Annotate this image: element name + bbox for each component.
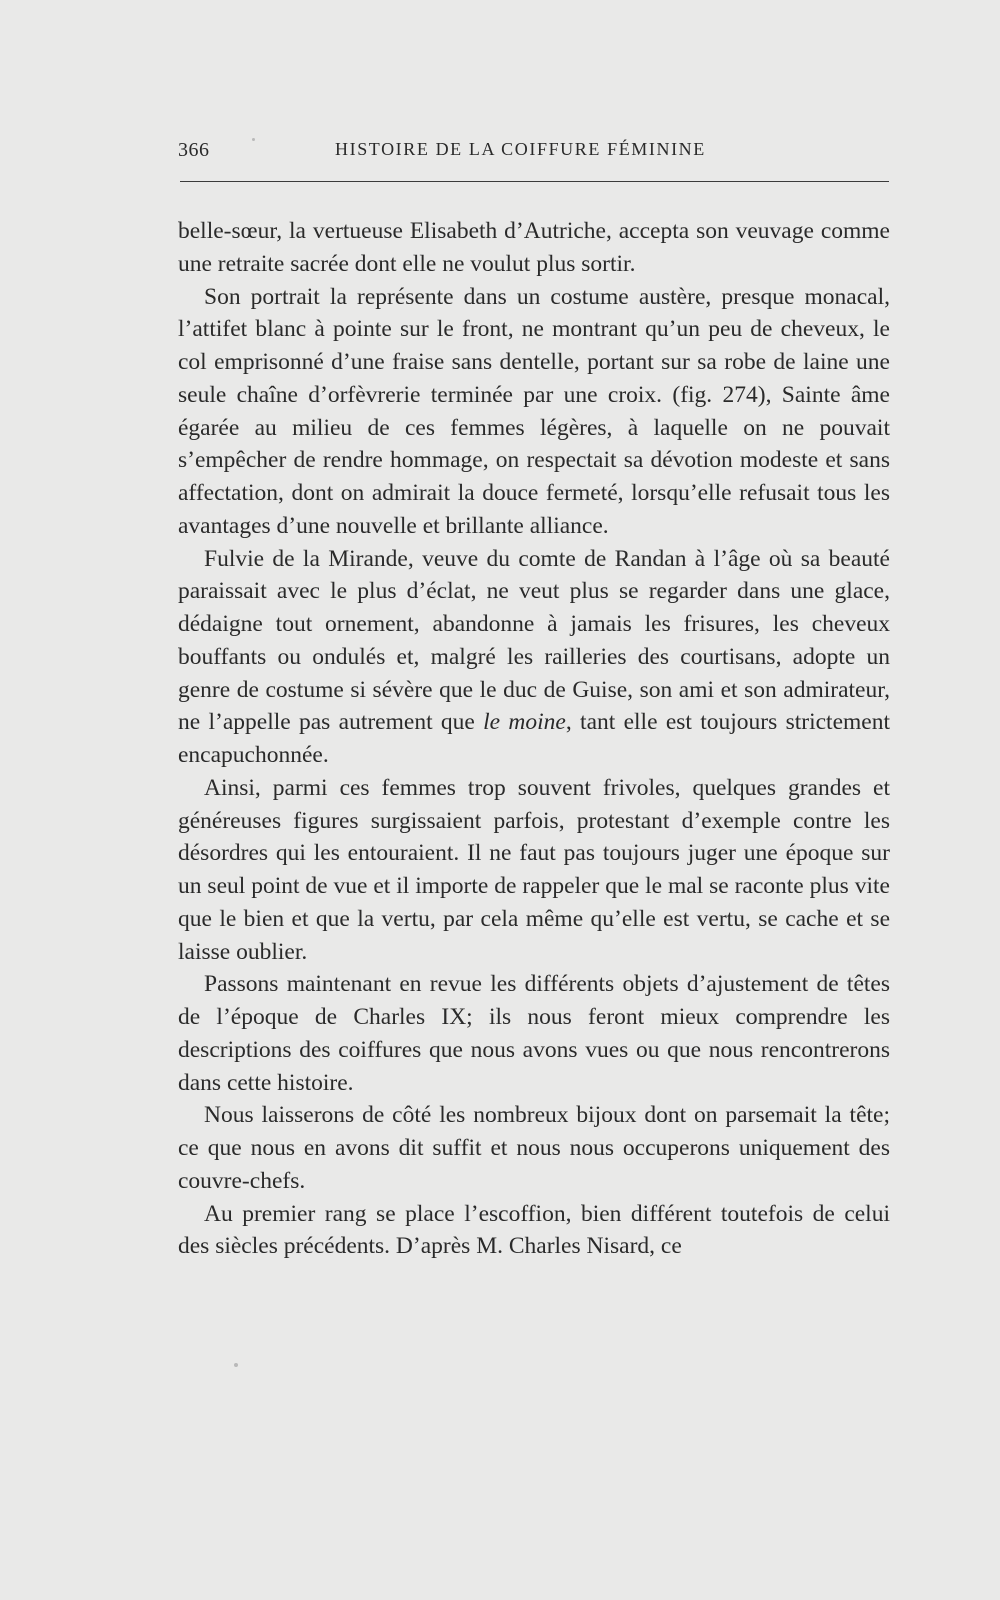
paragraph-3-text-start: Fulvie de la Mirande, veuve du comte de Randan à l’âge où sa beauté paraissait avec le plus d’éclat, ne veut plus se regarder dans une glace, dédaigne tout ornement, abandonne à jamais les frisures, les cheveux bouffants ou ondulés et, malgré les railleries des courtisans, adopte un genre de costume si sévère que le duc de Guise, son ami et son admirateur, ne l’appelle pas autrement que (178, 545, 890, 736)
paragraph-6: Nous laisserons de côté les nombreux bijoux dont on parsemait la tête; ce que nous en avons dit suffit et nous nous occuperons uniquement des couvre-chefs. (178, 1102, 890, 1194)
page-number: 366 (178, 139, 210, 161)
paper-speck (234, 1363, 238, 1367)
paragraph-1: belle-sœur, la vertueuse Elisabeth d’Autriche, accepta son veuvage comme une retraite sacrée dont elle ne voulut plus sortir. (178, 218, 890, 277)
italic-phrase: le moine (483, 709, 566, 736)
paragraph-3-text-end: , tant elle est toujours strictement encapuchonnée. (178, 709, 890, 768)
header-rule (180, 181, 889, 182)
running-title: HISTOIRE DE LA COIFFURE FÉMININE (335, 139, 706, 159)
body-text (178, 215, 890, 1263)
paragraph-7: Au premier rang se place l’escoffion, bien différent toutefois de celui des siècles précédents. D’après M. Charles Nisard, ce (178, 1200, 890, 1260)
paragraph-2: Son portrait la représente dans un costume austère, presque monacal, l’attifet blanc à pointe sur le front, ne montrant qu’un peu de cheveux, le col emprisonné d’une fraise sans dentelle, portant sur sa robe de laine une seule chaîne d’orfèvrerie terminée par une croix. (fig. 274), Sainte âme égarée au milieu de ces femmes légères, à laquelle on ne pouvait s’empêcher de rendre hommage, on respectait sa dévotion modeste et sans affectation, dont on admirait la douce fermeté, lorsqu’elle refusait tous les avantages d’une nouvelle et brillante alliance. (178, 283, 890, 539)
paragraph-4: Ainsi, parmi ces femmes trop souvent frivoles, quelques grandes et généreuses figures surgissaient parfois, protestant d’exemple contre les désordres qui les entouraient. Il ne faut pas toujours juger une époque sur un seul point de vue et il importe de rappeler que le mal se raconte plus vite que le bien et que la vertu, par cela même qu’elle est vertu, se cache et se laisse oublier. (178, 774, 890, 965)
paper-speck (252, 138, 255, 141)
page-header (178, 139, 890, 173)
paragraph-5: Passons maintenant en revue les différents objets d’ajustement de têtes de l’époque de Charles IX; ils nous feront mieux comprendre les descriptions des coiffures que nous avons vues ou que nous rencontrerons dans cette histoire. (178, 971, 890, 1096)
paragraph-3 (178, 543, 890, 772)
